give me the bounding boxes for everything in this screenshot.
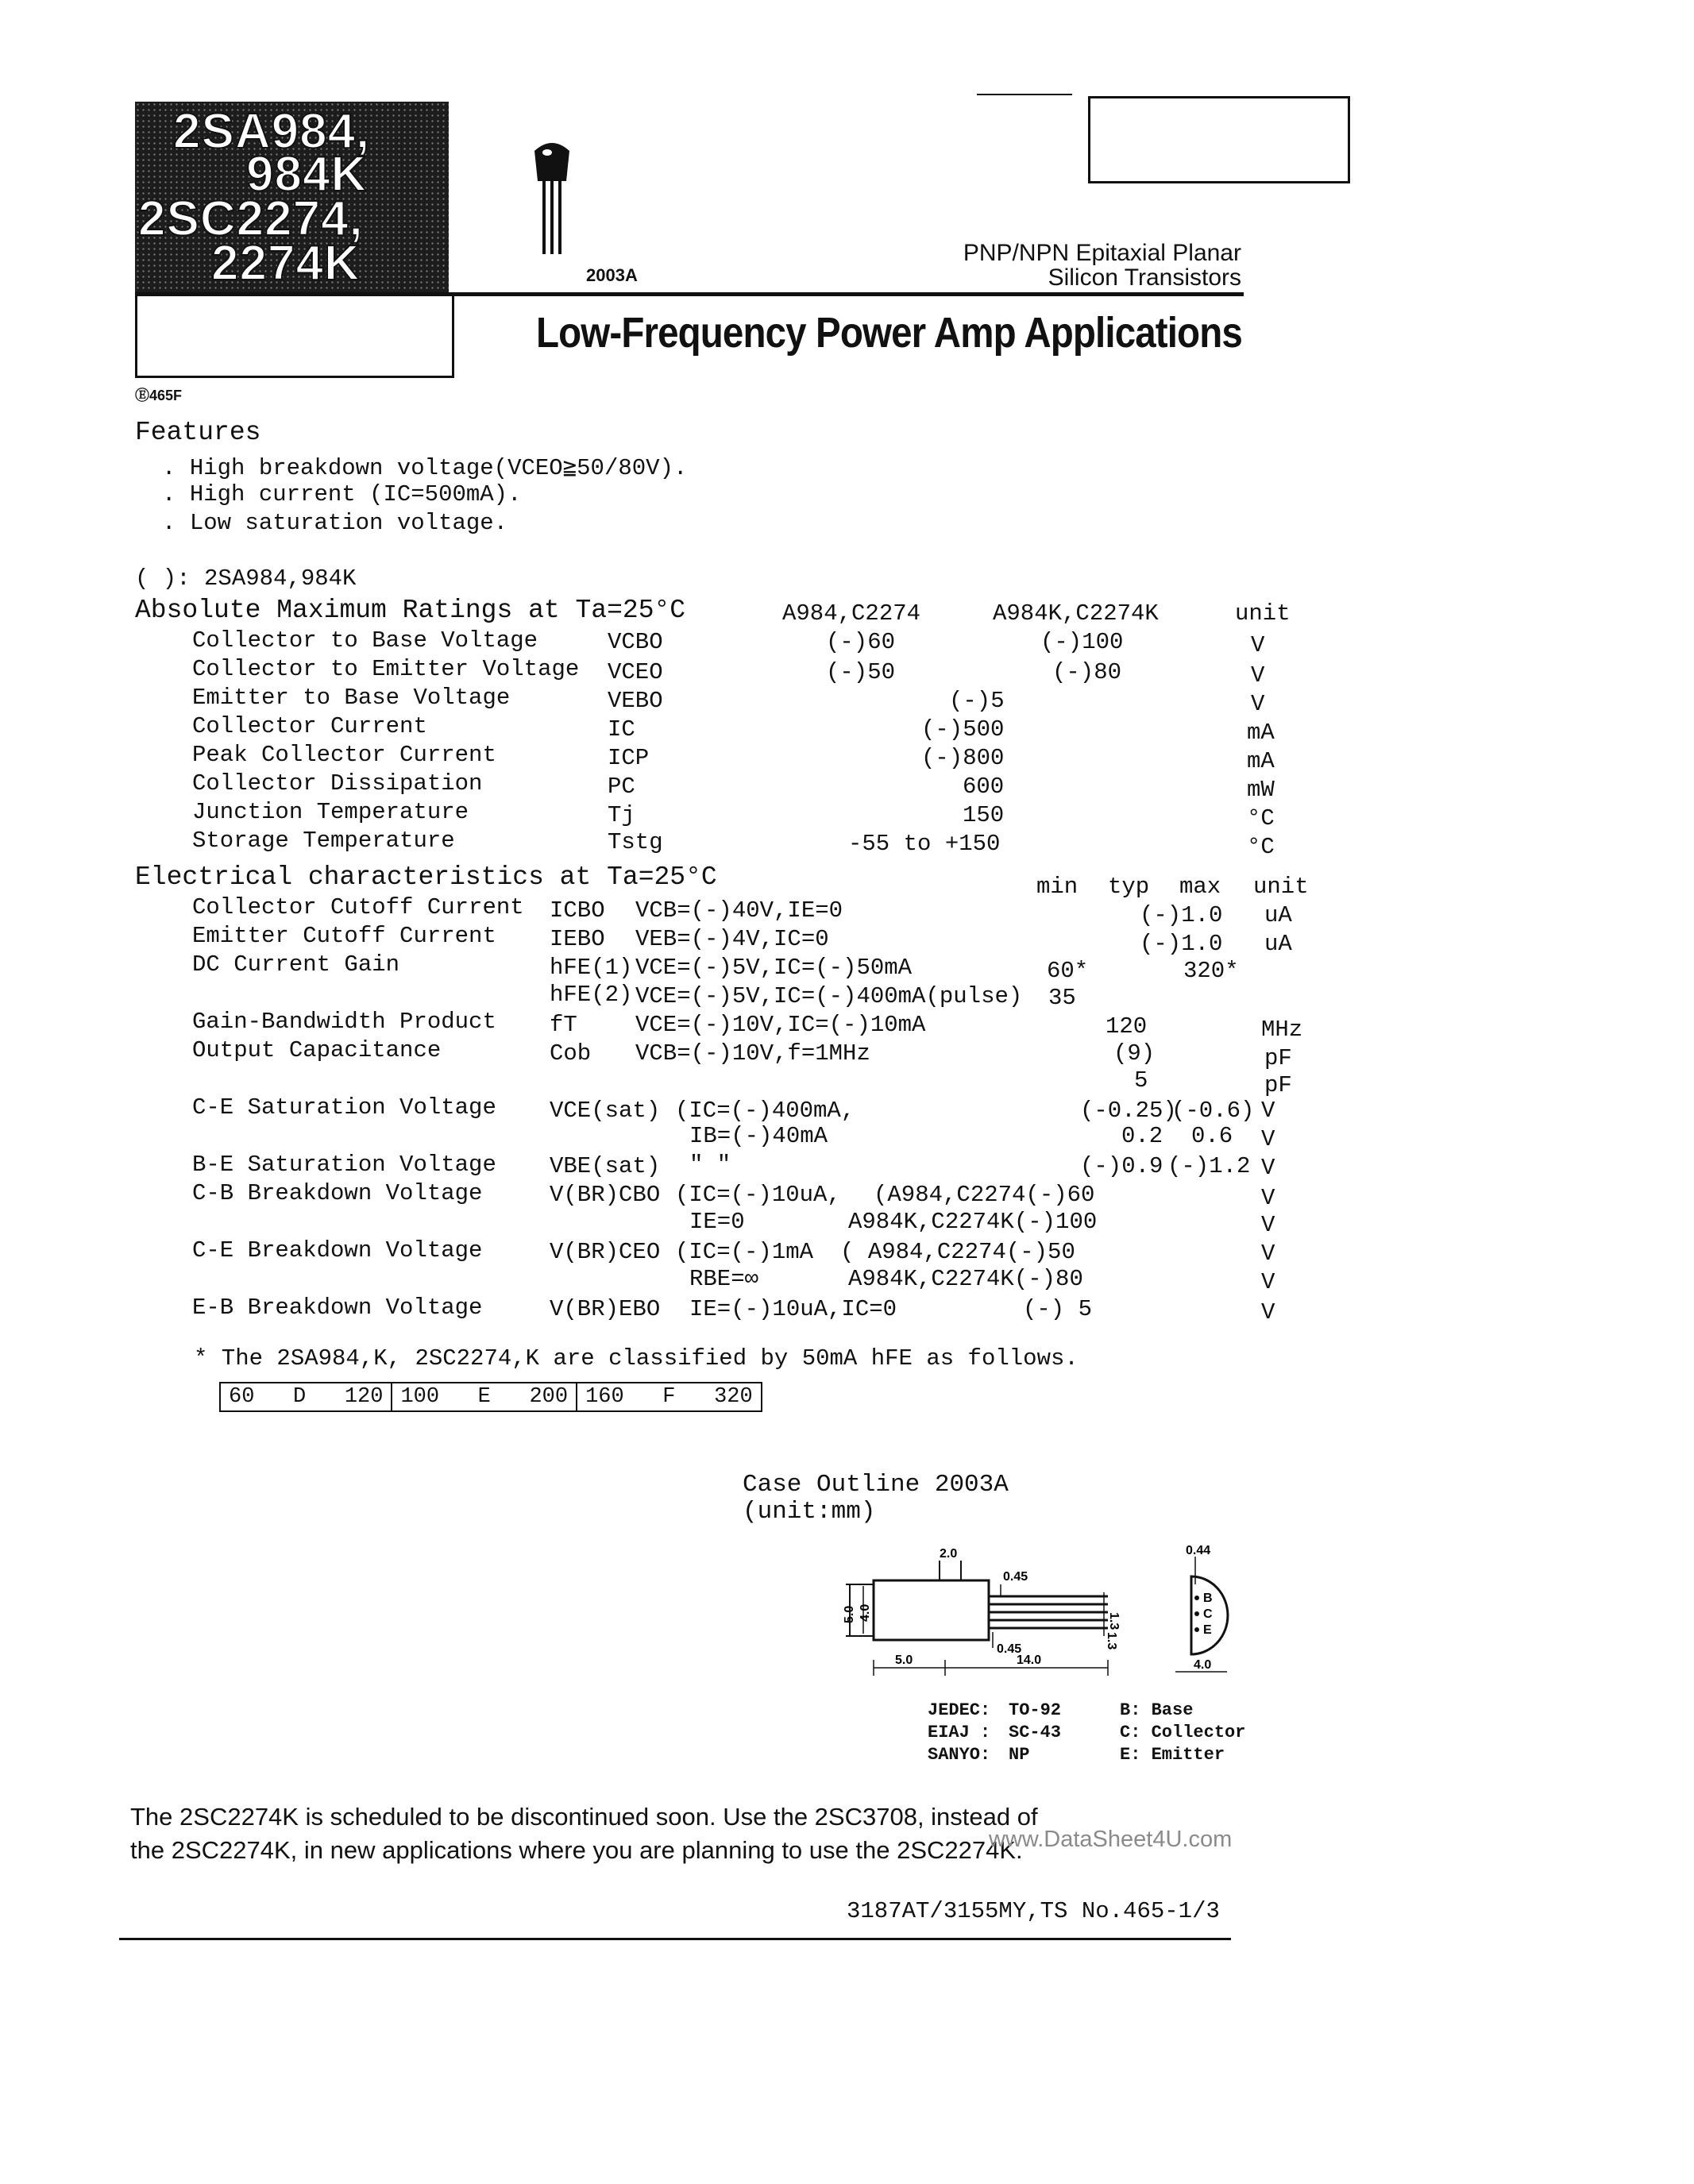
- catalog-code: Ⓔ465F: [135, 388, 183, 403]
- dim-label: 0.45: [997, 1642, 1022, 1656]
- unit: uA: [1264, 902, 1292, 928]
- unit: MHz: [1261, 1017, 1303, 1043]
- param-name: Collector to Base Voltage: [192, 627, 538, 654]
- pin-legend-item: E: Emitter: [1120, 1745, 1225, 1765]
- watermark: www.DataSheet4U.com: [989, 1827, 1233, 1852]
- std-value: SC-43: [1009, 1723, 1062, 1742]
- param-symbol: PC: [608, 774, 635, 800]
- unit: V: [1261, 1185, 1275, 1211]
- unit: V: [1261, 1241, 1275, 1267]
- feature-text: High breakdown voltage(VCEO≧50/80V).: [189, 455, 688, 481]
- std-value: TO-92: [1009, 1700, 1062, 1720]
- param-symbol: ICP: [608, 745, 650, 771]
- dim-label: 0.44: [1186, 1544, 1211, 1557]
- param-symbol: VBE(sat): [550, 1153, 661, 1179]
- dim-label: 2.0: [940, 1547, 958, 1561]
- param-name: Storage Temperature: [192, 828, 455, 854]
- dim-label: 4.0: [1194, 1658, 1212, 1672]
- rank-high: 200: [529, 1385, 569, 1409]
- value-col2: (-)100: [1040, 629, 1124, 655]
- condition: VCE=(-)5V,IC=(-)50mA: [635, 955, 913, 981]
- condition-variant-text: A984,C2274(-)50: [867, 1239, 1075, 1265]
- rank-cell: [392, 1383, 577, 1411]
- case-outline-drawing: [838, 1537, 1267, 1704]
- dim-label: 5.0: [895, 1653, 913, 1667]
- condition-variant: A984K,C2274K(-)100: [848, 1209, 1098, 1235]
- value: (-)5: [949, 688, 1005, 714]
- unit: °C: [1247, 834, 1275, 860]
- pin-label-b: B: [1203, 1592, 1213, 1605]
- classification-note: * The 2SA984,K, 2SC2274,K are classified by 50mA hFE as follows.: [194, 1345, 1079, 1372]
- part-line-4: 2274K: [211, 236, 361, 291]
- param-name: Emitter to Base Voltage: [192, 685, 511, 711]
- typ-value: (-0.25): [1080, 1098, 1177, 1124]
- outline-title: Case Outline 2003A: [743, 1471, 1009, 1499]
- param-name: Collector Dissipation: [192, 770, 483, 797]
- col-header-2: A984K,C2274K: [993, 600, 1159, 627]
- std-label: JEDEC:: [928, 1700, 991, 1720]
- feature-text: Low saturation voltage.: [189, 510, 508, 536]
- max-value: 320*: [1183, 958, 1239, 984]
- outline-unit: (unit:mm): [743, 1498, 876, 1526]
- value: -55 to +150: [848, 831, 1001, 857]
- features-heading: Features: [135, 418, 261, 447]
- scan-mark: [977, 94, 1072, 95]
- feature-item: . Low saturation voltage.: [162, 510, 508, 536]
- part-number-block: [135, 102, 449, 292]
- condition: " ": [689, 1152, 731, 1178]
- condition: VEB=(-)4V,IC=0: [635, 926, 829, 952]
- condition-text: IC=(-)10uA,: [689, 1182, 841, 1208]
- rank-cell: [220, 1383, 392, 1411]
- typ-value: 0.2: [1121, 1123, 1163, 1149]
- param-name: Junction Temperature: [192, 799, 469, 825]
- header-left-box: [135, 296, 454, 378]
- rank-cell: [577, 1383, 762, 1411]
- pin-legend: [1120, 1700, 1245, 1766]
- condition: IB=(-)40mA: [689, 1123, 828, 1149]
- max-value: (-)1.0: [1140, 931, 1223, 957]
- condition: (IC=(-)400mA,: [675, 1098, 855, 1124]
- unit: V: [1261, 1212, 1275, 1238]
- min-value: 35: [1048, 985, 1076, 1011]
- param-name: B-E Saturation Voltage: [192, 1152, 496, 1178]
- unit: V: [1261, 1269, 1275, 1295]
- param-name: Collector Current: [192, 713, 427, 739]
- condition-variant: A984K,C2274K(-)80: [848, 1266, 1083, 1292]
- standards-values: [1009, 1700, 1061, 1766]
- discontinue-line-1: The 2SC2274K is scheduled to be discontinued soon. Use the 2SC3708, instead of: [130, 1803, 1038, 1831]
- standards-labels: [928, 1700, 990, 1766]
- param-symbol: hFE(2): [550, 982, 633, 1008]
- typ-value: (9): [1113, 1040, 1156, 1067]
- col-typ: typ: [1108, 874, 1150, 900]
- feature-item: . High current (IC=500mA).: [162, 481, 522, 507]
- type-line-2: Silicon Transistors: [1048, 264, 1241, 291]
- transistor-package-icon: [528, 135, 576, 262]
- dim-label: 5.0: [843, 1605, 856, 1623]
- param-name: Peak Collector Current: [192, 742, 496, 768]
- unit: mW: [1247, 777, 1275, 803]
- part-line-1: 2SA984,: [173, 104, 371, 159]
- condition-text: IC=(-)1mA: [689, 1239, 814, 1265]
- rank-low: 100: [400, 1385, 440, 1409]
- param-symbol: ICBO: [550, 897, 605, 924]
- param-symbol: VCE(sat): [550, 1098, 661, 1124]
- value-col2: (-)80: [1052, 659, 1122, 685]
- std-label: SANYO:: [928, 1745, 991, 1765]
- col-header-unit: unit: [1235, 600, 1291, 627]
- condition-variant: ( A984,C2274(-)50: [840, 1239, 1075, 1265]
- condition-variant-text: A984,C2274(-)60: [887, 1182, 1095, 1208]
- rank-letter: D: [293, 1385, 307, 1409]
- condition-text: IC=(-)400mA,: [689, 1098, 855, 1124]
- condition: IE=0: [689, 1209, 745, 1235]
- footer-doc-number: 3187AT/3155MY,TS No.465-1/3: [847, 1898, 1220, 1924]
- top-right-box: [1088, 96, 1350, 183]
- param-name: Emitter Cutoff Current: [192, 923, 496, 949]
- footer-rule: [119, 1938, 1231, 1940]
- max-value: (-0.6): [1171, 1098, 1255, 1124]
- condition: VCB=(-)10V,f=1MHz: [635, 1040, 870, 1067]
- param-symbol: V(BR)CEO: [550, 1239, 661, 1265]
- unit: pF: [1264, 1072, 1292, 1098]
- catalog-code-text: 465F: [149, 388, 183, 403]
- std-label: EIAJ :: [928, 1723, 991, 1742]
- param-symbol: IEBO: [550, 926, 605, 952]
- rank-high: 320: [714, 1385, 753, 1409]
- unit: V: [1261, 1155, 1275, 1181]
- unit: V: [1251, 632, 1265, 658]
- param-symbol: V(BR)EBO: [550, 1296, 661, 1322]
- feature-text: High current (IC=500mA).: [189, 481, 522, 507]
- part-line-2: 984K: [246, 147, 368, 202]
- param-name: Gain-Bandwidth Product: [192, 1009, 496, 1035]
- param-name: C-B Breakdown Voltage: [192, 1180, 483, 1206]
- rank-high: 120: [344, 1385, 384, 1409]
- param-symbol: hFE(1): [550, 955, 633, 981]
- param-name: C-E Saturation Voltage: [192, 1094, 496, 1121]
- typ-value: (-)0.9: [1080, 1153, 1163, 1179]
- param-symbol: fT: [550, 1012, 577, 1038]
- col-min: min: [1036, 874, 1079, 900]
- unit: V: [1261, 1299, 1275, 1325]
- value-col1: (-)50: [826, 659, 896, 685]
- param-symbol: VCBO: [608, 629, 663, 655]
- col-header-1: A984,C2274: [782, 600, 921, 627]
- max-value: (-)1.2: [1167, 1153, 1251, 1179]
- min-value: 60*: [1047, 958, 1089, 984]
- rank-letter: E: [477, 1385, 491, 1409]
- std-value: NP: [1009, 1745, 1030, 1765]
- value-col1: (-)60: [826, 629, 896, 655]
- param-name: Output Capacitance: [192, 1037, 442, 1063]
- dim-label: 4.0: [859, 1603, 872, 1622]
- param-symbol: V(BR)CBO: [550, 1182, 661, 1208]
- part-line-3: 2SC2274,: [138, 191, 364, 246]
- package-code: 2003A: [586, 265, 638, 285]
- param-symbol: Cob: [550, 1040, 592, 1067]
- abs-max-heading: Absolute Maximum Ratings at Ta=25°C: [135, 596, 686, 625]
- unit: V: [1251, 662, 1265, 689]
- param-name: Collector Cutoff Current: [192, 894, 524, 920]
- typ-value: 5: [1134, 1067, 1148, 1094]
- unit: pF: [1264, 1045, 1292, 1071]
- unit: uA: [1264, 931, 1292, 957]
- param-symbol: IC: [608, 716, 635, 743]
- col-max: max: [1179, 874, 1221, 900]
- pin-label-c: C: [1203, 1607, 1213, 1621]
- param-name: DC Current Gain: [192, 951, 400, 978]
- dim-label: 0.45: [1003, 1570, 1028, 1584]
- discontinue-line-2: the 2SC2274K, in new applications where you are planning to use the 2SC2274K.: [130, 1836, 1023, 1864]
- param-name: E-B Breakdown Voltage: [192, 1295, 483, 1321]
- max-value: (-)1.0: [1140, 902, 1223, 928]
- unit: V: [1251, 691, 1265, 717]
- feature-item: . High breakdown voltage(VCEO≧50/80V).: [162, 455, 688, 481]
- typ-value: 120: [1106, 1013, 1148, 1040]
- unit: V: [1261, 1098, 1275, 1124]
- rank-letter: F: [662, 1385, 676, 1409]
- condition: VCE=(-)10V,IC=(-)10mA: [635, 1012, 926, 1038]
- rank-low: 60: [229, 1385, 255, 1409]
- condition: VCE=(-)5V,IC=(-)400mA(pulse): [635, 983, 1023, 1009]
- unit: °C: [1247, 805, 1275, 832]
- hfe-rank-table: [219, 1382, 762, 1412]
- type-line-1: PNP/NPN Epitaxial Planar: [963, 240, 1241, 266]
- condition: RBE=∞: [689, 1266, 759, 1292]
- unit: V: [1261, 1126, 1275, 1152]
- value: (-)800: [921, 745, 1005, 771]
- condition-variant: (A984,C2274(-)60: [874, 1182, 1095, 1208]
- param-name: C-E Breakdown Voltage: [192, 1237, 483, 1264]
- param-name: Collector to Emitter Voltage: [192, 656, 580, 682]
- param-symbol: VCEO: [608, 659, 663, 685]
- unit: mA: [1247, 748, 1275, 774]
- dim-label: 1.3: [1107, 1612, 1121, 1630]
- paren-note: ( ): 2SA984,984K: [135, 565, 357, 592]
- condition: IE=(-)10uA,IC=0: [689, 1296, 897, 1322]
- dim-label: 1.3: [1105, 1632, 1118, 1650]
- min-value: (-) 5: [1023, 1296, 1093, 1322]
- pin-legend-item: B: Base: [1120, 1700, 1194, 1720]
- pin-label-e: E: [1203, 1623, 1212, 1637]
- param-symbol: VEBO: [608, 688, 663, 714]
- value: 150: [963, 802, 1005, 828]
- col-unit: unit: [1253, 874, 1309, 900]
- rank-low: 160: [585, 1385, 624, 1409]
- dim-label: 14.0: [1017, 1653, 1042, 1667]
- condition: (IC=(-)1mA: [675, 1239, 814, 1265]
- param-symbol: Tj: [608, 802, 635, 828]
- condition: VCB=(-)40V,IE=0: [635, 897, 843, 924]
- max-value: 0.6: [1191, 1123, 1233, 1149]
- condition: (IC=(-)10uA,: [675, 1182, 841, 1208]
- param-symbol: Tstg: [608, 829, 663, 855]
- page-title: Low-Frequency Power Amp Applications: [536, 309, 1242, 357]
- pin-legend-item: C: Collector: [1120, 1723, 1246, 1742]
- value: 600: [963, 774, 1005, 800]
- value: (-)500: [921, 716, 1005, 743]
- elec-heading: Electrical characteristics at Ta=25°C: [135, 862, 717, 892]
- unit: mA: [1247, 720, 1275, 746]
